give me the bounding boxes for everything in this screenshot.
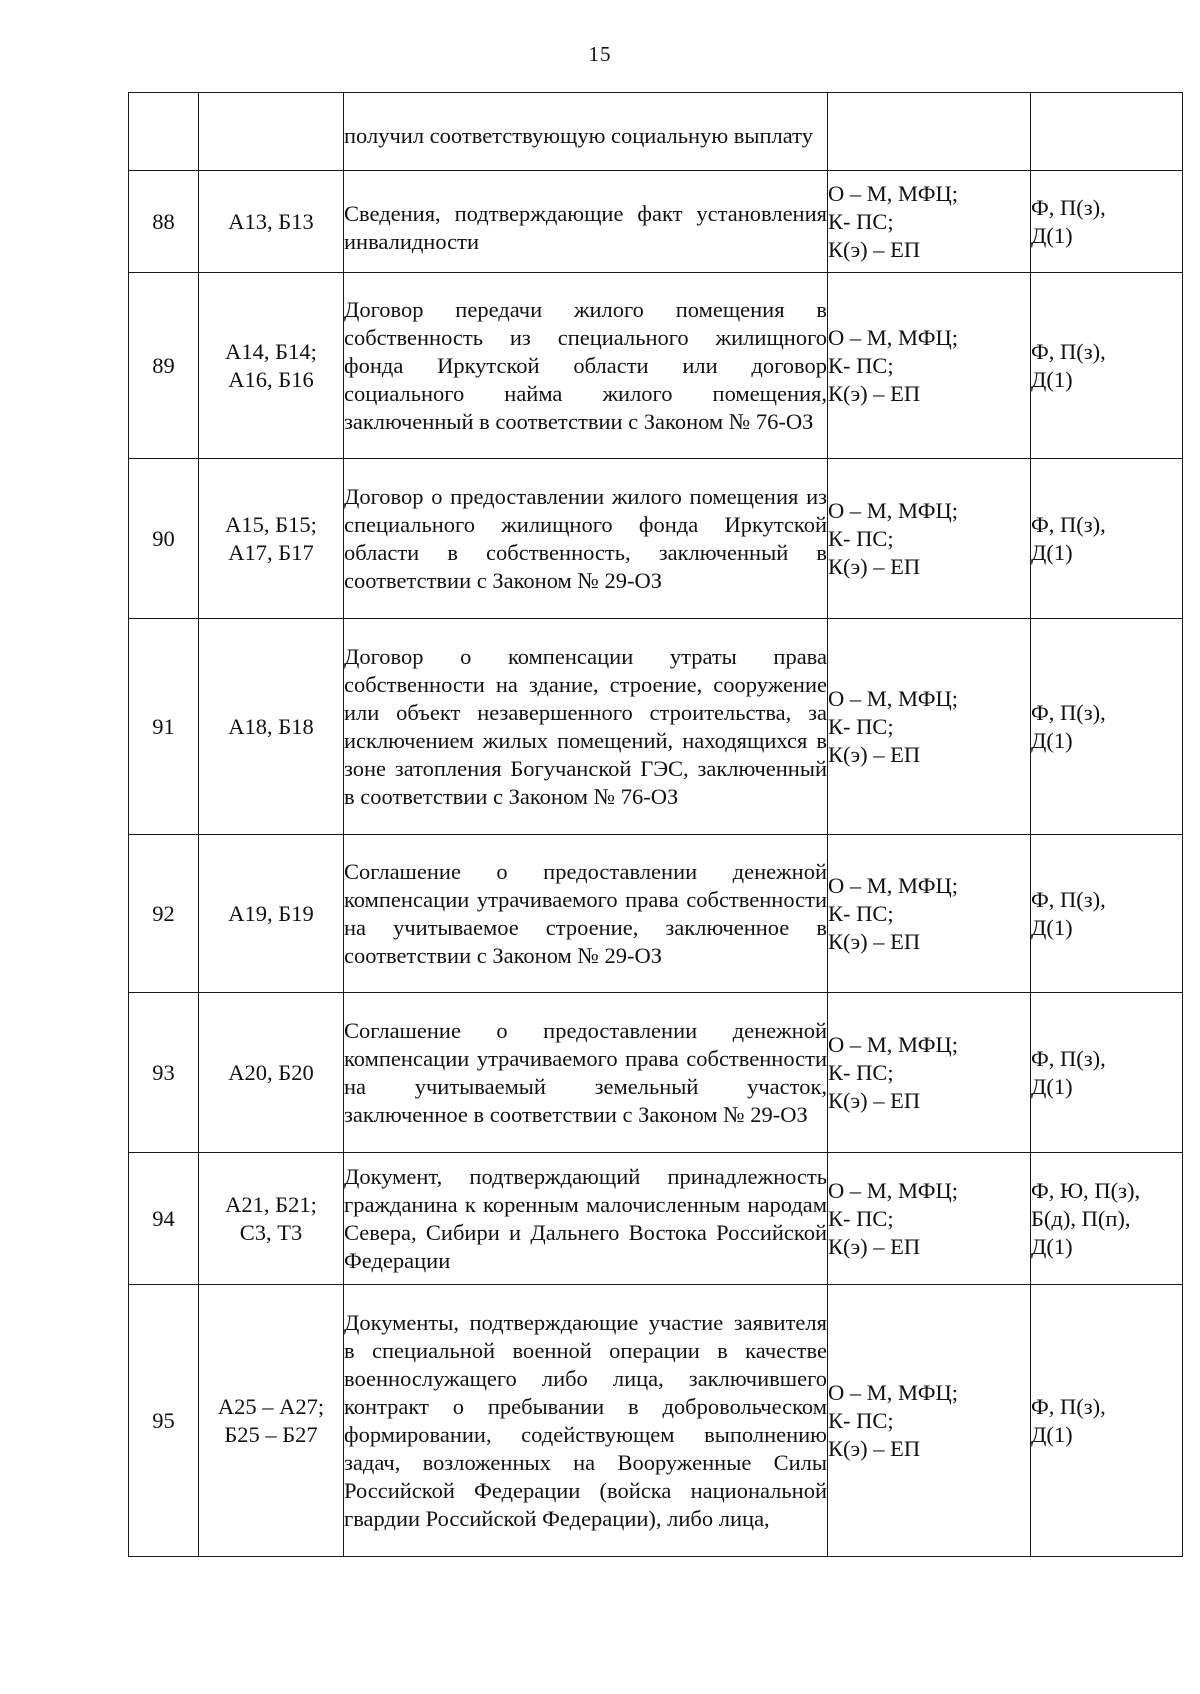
row-document-text: Договор о предоставлении жилого помещения из специального жилищного фонда Иркутской области в собственность, заключенный в соответствии с Законом № 29-ОЗ — [344, 459, 828, 619]
method-line: К(э) – ЕП — [828, 1435, 921, 1461]
row-submission-method — [828, 1285, 1031, 1557]
method-line: О – М, МФЦ; — [828, 685, 958, 711]
code-line: А16, Б16 — [228, 366, 314, 392]
row-applicant-groups — [1031, 619, 1183, 835]
row-applicant-groups — [1031, 1153, 1183, 1285]
method-line: О – М, МФЦ; — [828, 1379, 958, 1405]
group-line: Ф, П(з), — [1031, 886, 1106, 912]
method-line: К- ПС; — [828, 1205, 894, 1231]
group-line: Ф, П(з), — [1031, 194, 1106, 220]
method-line: К(э) – ЕП — [828, 928, 921, 954]
group-line: Д(1) — [1031, 1421, 1073, 1447]
code-line: С3, Т3 — [239, 1219, 303, 1245]
group-line: Ф, П(з), — [1031, 1393, 1106, 1419]
row-codes — [199, 993, 344, 1153]
table-row-89 — [129, 273, 1183, 459]
group-line: Ф, П(з), — [1031, 1045, 1106, 1071]
row-submission-method — [828, 619, 1031, 835]
group-line: Д(1) — [1031, 727, 1073, 753]
row-applicant-groups — [1031, 1285, 1183, 1557]
row-number: 90 — [129, 459, 199, 619]
row-document-text: Сведения, подтверждающие факт установления инвалидности — [344, 171, 828, 273]
method-line: К- ПС; — [828, 352, 894, 378]
code-line: А25 – А27; — [217, 1393, 325, 1419]
table-row-93 — [129, 993, 1183, 1153]
row-number: 89 — [129, 273, 199, 459]
group-line: Д(1) — [1031, 914, 1073, 940]
group-line: Д(1) — [1031, 222, 1073, 248]
row-document-text: Соглашение о предоставлении денежной компенсации утрачиваемого права собственности на учитываемый земельный участок, заключенное в соответствии с Законом № 29-ОЗ — [344, 993, 828, 1153]
table-row-95 — [129, 1285, 1183, 1557]
row-submission-method — [828, 171, 1031, 273]
group-line: Ф, П(з), — [1031, 699, 1106, 725]
method-line: К- ПС; — [828, 525, 894, 551]
group-line: Д(1) — [1031, 1073, 1073, 1099]
method-line: О – М, МФЦ; — [828, 324, 958, 350]
row-number: 92 — [129, 835, 199, 993]
method-line: К- ПС; — [828, 208, 894, 234]
row-number: 94 — [129, 1153, 199, 1285]
row-submission-method — [828, 93, 1031, 171]
row-applicant-groups — [1031, 835, 1183, 993]
row-codes — [199, 1153, 344, 1285]
group-line: Б(д), П(п), — [1031, 1205, 1131, 1231]
row-number: 91 — [129, 619, 199, 835]
row-codes — [199, 273, 344, 459]
row-applicant-groups — [1031, 273, 1183, 459]
row-document-text: получил соответствующую социальную выплату — [344, 93, 828, 171]
row-document-text: Документы, подтверждающие участие заявителя в специальной военной операции в качестве военнослужащего либо лица, заключившего контракт о пребывании в добровольческом формировании, содействующем выполнению задач, возложенных на Вооруженные Силы Российской Федерации (войска национальной гвардии Российской Федерации), либо лица, — [344, 1285, 828, 1557]
documents-table — [128, 92, 1183, 1557]
method-line: О – М, МФЦ; — [828, 872, 958, 898]
group-line: Д(1) — [1031, 1233, 1073, 1259]
row-submission-method — [828, 459, 1031, 619]
code-line: А18, Б18 — [228, 713, 314, 739]
method-line: К(э) – ЕП — [828, 553, 921, 579]
table-row-94 — [129, 1153, 1183, 1285]
method-line: О – М, МФЦ; — [828, 497, 958, 523]
row-codes — [199, 1285, 344, 1557]
row-applicant-groups — [1031, 171, 1183, 273]
table-row-90 — [129, 459, 1183, 619]
method-line: К(э) – ЕП — [828, 1233, 921, 1259]
row-document-text: Соглашение о предоставлении денежной компенсации утрачиваемого права собственности на учитываемое строение, заключенное в соответствии с Законом № 29-ОЗ — [344, 835, 828, 993]
method-line: О – М, МФЦ; — [828, 1031, 958, 1057]
method-line: К(э) – ЕП — [828, 380, 921, 406]
page-number: 15 — [588, 42, 612, 66]
row-submission-method — [828, 993, 1031, 1153]
row-codes — [199, 835, 344, 993]
row-codes — [199, 93, 344, 171]
code-line: А14, Б14; — [225, 338, 317, 364]
table-row-92 — [129, 835, 1183, 993]
method-line: О – М, МФЦ; — [828, 1177, 958, 1203]
group-line: Д(1) — [1031, 539, 1073, 565]
method-line: К- ПС; — [828, 900, 894, 926]
row-codes — [199, 171, 344, 273]
row-codes — [199, 459, 344, 619]
method-line: К(э) – ЕП — [828, 1087, 921, 1113]
row-number: 95 — [129, 1285, 199, 1557]
group-line: Д(1) — [1031, 366, 1073, 392]
code-line: А15, Б15; — [225, 511, 317, 537]
method-line: К- ПС; — [828, 713, 894, 739]
method-line: К- ПС; — [828, 1407, 894, 1433]
code-line: А21, Б21; — [225, 1191, 317, 1217]
row-document-text: Документ, подтверждающий принадлежность гражданина к коренным малочисленным народам Севера, Сибири и Дальнего Востока Российской Федерации — [344, 1153, 828, 1285]
code-line: Б25 – Б27 — [224, 1421, 318, 1447]
table-row-continuation — [129, 93, 1183, 171]
row-submission-method — [828, 835, 1031, 993]
code-line: А20, Б20 — [228, 1059, 314, 1085]
method-line: К- ПС; — [828, 1059, 894, 1085]
row-applicant-groups — [1031, 93, 1183, 171]
table-row-91 — [129, 619, 1183, 835]
row-submission-method — [828, 1153, 1031, 1285]
row-codes — [199, 619, 344, 835]
code-line: А19, Б19 — [228, 900, 314, 926]
row-document-text: Договор передачи жилого помещения в собственность из специального жилищного фонда Иркутской области или договор социального найма жилого помещения, заключенный в соответствии с Законом № 76-ОЗ — [344, 273, 828, 459]
row-number: 93 — [129, 993, 199, 1153]
row-applicant-groups — [1031, 993, 1183, 1153]
code-line: А13, Б13 — [228, 208, 314, 234]
row-number: 88 — [129, 171, 199, 273]
method-line: О – М, МФЦ; — [828, 180, 958, 206]
table-row-88 — [129, 171, 1183, 273]
row-applicant-groups — [1031, 459, 1183, 619]
row-document-text: Договор о компенсации утраты права собственности на здание, строение, сооружение или объект незавершенного строительства, за исключением жилых помещений, находящихся в зоне затопления Богучанской ГЭС, заключенный в соответствии с Законом № 76-ОЗ — [344, 619, 828, 835]
row-submission-method — [828, 273, 1031, 459]
row-number — [129, 93, 199, 171]
group-line: Ф, П(з), — [1031, 511, 1106, 537]
method-line: К(э) – ЕП — [828, 236, 921, 262]
group-line: Ф, П(з), — [1031, 338, 1106, 364]
code-line: А17, Б17 — [228, 539, 314, 565]
group-line: Ф, Ю, П(з), — [1031, 1177, 1141, 1203]
method-line: К(э) – ЕП — [828, 741, 921, 767]
documents-table-body — [129, 93, 1183, 1557]
